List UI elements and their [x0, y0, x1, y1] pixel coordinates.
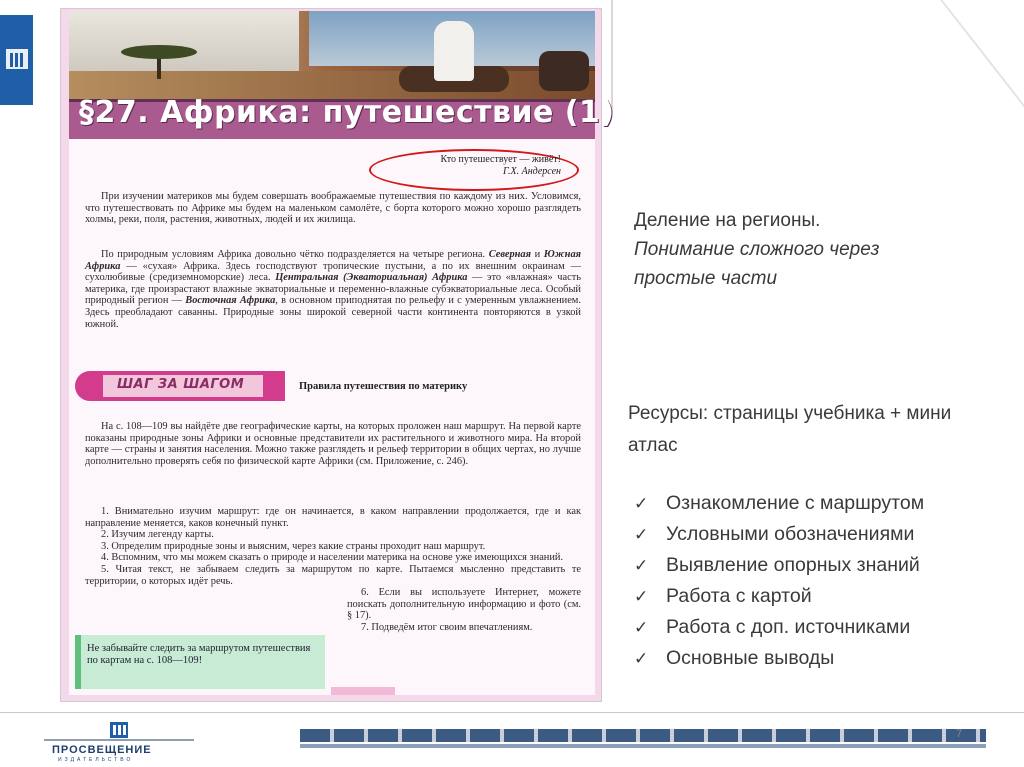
resources-text: Ресурсы: страницы учебника + мини атлас [628, 403, 952, 456]
reminder-text: Не забывайте следить за маршрутом путешествия по картам на с. 108—109! [87, 643, 311, 666]
checklist-item [634, 581, 924, 612]
epigraph-quote: Кто путешествует — живёт! [440, 154, 561, 165]
rules-title: Правила путешествия по материку [299, 381, 468, 392]
textbook-page [60, 8, 615, 702]
regions-heading: Деление на регионы. [634, 210, 821, 231]
acacia-crown [121, 45, 197, 59]
checklist-item [634, 519, 924, 550]
checklist-item-label: Ознакомление с маршрутом [666, 492, 925, 514]
checklist-item [634, 488, 924, 519]
regions-heading-block [634, 206, 879, 293]
publisher-badge [0, 15, 33, 105]
footer-stripe-bar [300, 729, 986, 742]
term-south: Южная Африка [85, 249, 581, 272]
step-by-step-label: ШАГ ЗА ШАГОМ [117, 377, 245, 392]
check-icon: ✓ [634, 587, 649, 606]
check-icon: ✓ [634, 556, 649, 575]
checklist-item-label: Основные выводы [666, 647, 835, 669]
checklist-item-label: Выявление опорных знаний [666, 554, 920, 576]
horse-shape [539, 51, 589, 91]
text-run: и [530, 249, 544, 260]
check-icon: ✓ [634, 649, 649, 668]
term-central: Центральная (Экваториальная) Африка [275, 272, 468, 284]
page-tab-marker [331, 687, 395, 695]
paragraph-maps: На с. 108—109 вы найдёте две географические карты, на которых проложен наш маршрут. На первой карте показаны природные зоны Африки и основные представители их растительного и животного мира. На второй карте — страны и занятия населения. Можно также разглядеть и рельеф территории в общих чертах, но лучше дополнительно проверять себя по физической карте Африки (см. Приложение, с. 246). [85, 421, 581, 467]
check-icon: ✓ [634, 525, 649, 544]
checklist-item-label: Условными обозначениями [666, 523, 915, 545]
check-icon: ✓ [634, 618, 649, 637]
checklist-item [634, 643, 924, 674]
step-item: 4. Вспомним, что мы можем сказать о природе и населении материка на основе уже имеющихся знаний. [101, 552, 564, 564]
text-run: , в основном приподнятая по рельефу и с умеренным увлажнением. Здесь преобладают саванны. Природные зоны широкой северной части континента повторяются в узкой южной. [85, 295, 581, 330]
publisher-logo-icon [6, 45, 28, 71]
decorative-diagonal [940, 0, 1024, 110]
textbook-page-inner [69, 11, 615, 695]
step-item: 3. Определим природные зоны и выясним, через какие страны проходит наш маршрут. [101, 540, 486, 552]
step-item: 7. Подведём итог своим впечатлениям. [361, 621, 533, 633]
regions-subheading-line1: Понимание сложного через [634, 239, 880, 260]
checklist-item-label: Работа с картой [666, 585, 812, 607]
step-item: 1. Внимательно изучим маршрут: где он начинается, в каком направлении продолжается, где и как направление меняется, каков конечный пункт. [85, 506, 581, 529]
epigraph [389, 154, 561, 178]
footer-divider [0, 712, 1024, 713]
paragraph-intro: При изучении материков мы будем совершать воображаемые путешествия по каждому из них. Условимся, что путешествовать по Африке мы будем на маленьком самолёте, с борта которого можно хорошо разглядеть холмы, реки, поля, растения, животных, людей и их жилища. [85, 191, 581, 226]
paragraph-regions [85, 249, 581, 330]
publisher-subtitle: ИЗДАТЕЛЬСТВО [58, 757, 134, 763]
rider-shape [434, 21, 474, 81]
text-run: — «сухая» Африка. Здесь господствуют тропические пустыни, а по их внешним окраинам — сухолюбивые (средиземноморские) леса. [85, 260, 581, 284]
checklist-item-label: Работа с доп. источниками [666, 616, 911, 638]
checklist-item [634, 612, 924, 643]
regions-subheading-line2: простые части [634, 268, 778, 289]
text-run: — это «влажная» часть материка, где произрастают влажные экваториальные и переменно-влажные субэкваториальные леса. Особый природный регион — [85, 272, 581, 307]
page-title: §27. Африка: путешествие (1) [79, 95, 615, 130]
checklist [634, 488, 924, 674]
steps-list [85, 506, 581, 634]
hero-sky [69, 11, 299, 71]
epigraph-author: Г.Х. Андерсен [503, 166, 561, 177]
hero-photo [69, 11, 595, 101]
check-icon: ✓ [634, 494, 649, 513]
checklist-item [634, 550, 924, 581]
text-run: По природным условиям Африка довольно чётко подразделяется на четыре региона. [101, 249, 489, 260]
step-item: 6. Если вы используете Интернет, можете поискать дополнительную информацию и фото (см. § 17). [347, 587, 581, 622]
slide-number: 7 [956, 728, 963, 740]
term-north: Северная [488, 249, 531, 260]
footer-thin-bar [300, 744, 986, 748]
step-item: 2. Изучим легенду карты. [101, 529, 214, 541]
step-item: 5. Читая текст, не забываем следить за маршрутом по карте. Пытаемся мысленно представить те территории, о которых идёт речь. [85, 563, 581, 587]
term-east: Восточная Африка [185, 295, 276, 307]
publisher-name: ПРОСВЕЩЕНИЕ [52, 744, 152, 756]
